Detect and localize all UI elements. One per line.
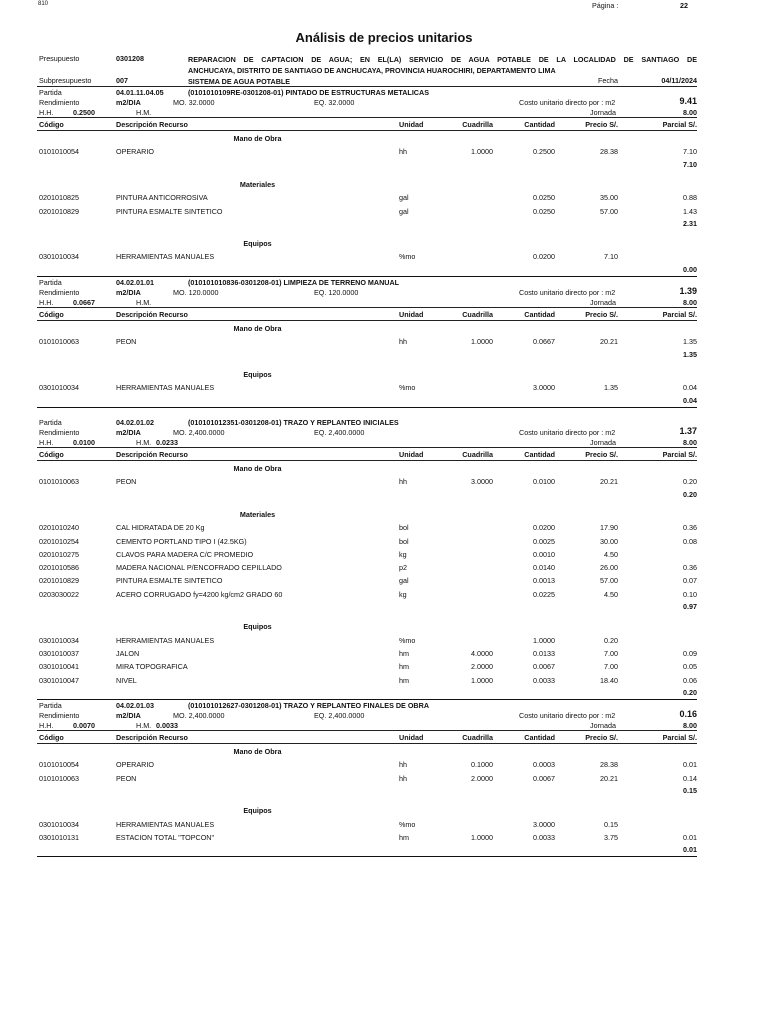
hh-value: 0.2500	[73, 108, 95, 117]
resource-code: 0201010825	[39, 193, 79, 203]
project-line-2: ANCHUCAYA, DISTRITO DE SANTIAGO DE ANCHUCAYA, PROVINCIA HUAROCHIRI, DEPARTAMENTO LIMA	[188, 66, 556, 75]
resource-precio: 7.00	[604, 648, 618, 658]
page-label: Página :	[592, 1, 619, 10]
hm-value: 0.0233	[156, 438, 178, 447]
rendimiento-mo: MO. 120.0000	[173, 288, 219, 297]
rendimiento-eq: EQ. 120.0000	[314, 288, 359, 297]
costo-unitario-value: 0.16	[679, 709, 697, 719]
column-header-divider	[37, 460, 697, 461]
resource-code: 0201010240	[39, 523, 79, 533]
resource-unit: hh	[399, 337, 407, 347]
jornada-value: 8.00	[683, 438, 697, 447]
costo-unitario-label: Costo unitario directo por : m2	[519, 711, 616, 720]
col-cuadrilla: Cuadrilla	[462, 310, 493, 319]
partida-divider	[37, 447, 697, 448]
resource-code: 0201010254	[39, 536, 79, 546]
hm-label: H.M.	[136, 298, 152, 307]
resource-description: ACERO CORRUGADO fy=4200 kg/cm2 GRADO 60	[116, 589, 283, 599]
resource-cuadrilla: 1.0000	[471, 675, 493, 685]
hh-label: H.H.	[39, 438, 54, 447]
resource-cantidad: 3.0000	[533, 819, 555, 829]
resource-unit: hh	[399, 760, 407, 770]
resource-parcial: 0.01	[683, 832, 697, 842]
resource-description: CLAVOS PARA MADERA C/C PROMEDIO	[116, 549, 254, 559]
resource-cuadrilla: 4.0000	[471, 648, 493, 658]
hm-label: H.M.	[136, 438, 152, 447]
page-title: Análisis de precios unitarios	[295, 30, 473, 45]
page-number: 22	[680, 1, 688, 10]
rendimiento-mo: MO. 2,400.0000	[173, 711, 225, 720]
resource-precio: 20.21	[600, 773, 618, 783]
costo-unitario-value: 9.41	[679, 96, 697, 106]
resource-description: PEON	[116, 773, 137, 783]
col-parcial: Parcial S/.	[662, 733, 697, 742]
resource-description: NIVEL	[116, 675, 137, 685]
resource-description: MIRA TOPOGRAFICA	[116, 662, 188, 672]
resource-description: CEMENTO PORTLAND TIPO I (42.5KG)	[116, 536, 247, 546]
rendimiento-unit: m2/DIA	[116, 711, 141, 720]
resource-code: 0301010034	[39, 635, 79, 645]
resource-cantidad: 0.0250	[533, 206, 555, 216]
resource-cuadrilla: 1.0000	[471, 832, 493, 842]
resource-code: 0101010063	[39, 337, 79, 347]
resource-unit: hm	[399, 648, 409, 658]
col-codigo: Código	[39, 733, 64, 742]
group-title: Equipos	[243, 806, 272, 816]
resource-description: HERRAMIENTAS MANUALES	[116, 819, 215, 829]
resource-parcial: 0.10	[683, 589, 697, 599]
partida-description: (010101012351-0301208-01) TRAZO Y REPLANTEO INICIALES	[188, 418, 399, 427]
jornada-value: 8.00	[683, 108, 697, 117]
col-descripcion: Descripción Recurso	[116, 450, 188, 459]
resource-parcial: 0.09	[683, 648, 697, 658]
resource-cantidad: 0.0133	[533, 648, 555, 658]
resource-cantidad: 0.0025	[533, 536, 555, 546]
resource-cantidad: 0.0200	[533, 252, 555, 262]
resource-unit: bol	[399, 536, 409, 546]
resource-cantidad: 1.0000	[533, 635, 555, 645]
resource-description: JALON	[116, 648, 140, 658]
resource-precio: 1.35	[604, 383, 618, 393]
col-precio: Precio S/.	[585, 450, 618, 459]
group-title: Mano de Obra	[233, 747, 282, 756]
partida-description: (0101010109RE-0301208-01) PINTADO DE ESTRUCTURAS METALICAS	[188, 88, 429, 97]
resource-code: 0201010586	[39, 563, 79, 573]
resource-cantidad: 0.0225	[533, 589, 555, 599]
resource-precio: 4.50	[604, 549, 618, 559]
resource-code: 0301010034	[39, 383, 79, 393]
partida-code: 04.02.01.01	[116, 278, 154, 287]
resource-code: 0201010829	[39, 576, 79, 586]
resource-parcial: 7.10	[683, 147, 697, 157]
hh-value: 0.0667	[73, 298, 95, 307]
resource-description: CAL HIDRATADA DE 20 Kg	[116, 523, 205, 533]
rendimiento-label: Rendimiento	[39, 288, 80, 297]
group-subtotal: 2.31	[683, 218, 697, 228]
partida-divider	[37, 307, 697, 308]
hm-value: 0.0033	[156, 721, 178, 730]
resource-cantidad: 0.0067	[533, 773, 555, 783]
partida-code: 04.02.01.02	[116, 418, 154, 427]
rendimiento-unit: m2/DIA	[116, 98, 141, 107]
partida-description: (010101012627-0301208-01) TRAZO Y REPLANTEO FINALES DE OBRA	[188, 701, 430, 710]
resource-unit: hh	[399, 477, 407, 487]
resource-unit: hm	[399, 832, 409, 842]
resource-code: 0301010034	[39, 252, 79, 262]
resource-cuadrilla: 2.0000	[471, 773, 493, 783]
subpresupuesto-label: Subpresupuesto	[39, 76, 92, 85]
resource-precio: 57.00	[600, 576, 618, 586]
resource-precio: 28.38	[600, 760, 618, 770]
resource-cantidad: 0.0033	[533, 675, 555, 685]
group-subtotal: 0.01	[683, 845, 697, 855]
resource-cantidad: 0.0013	[533, 576, 555, 586]
resource-precio: 0.20	[604, 635, 618, 645]
col-descripcion: Descripción Recurso	[116, 733, 188, 742]
resource-precio: 57.00	[600, 206, 618, 216]
group-title: Equipos	[243, 239, 272, 249]
resource-description: OPERARIO	[116, 760, 154, 770]
resource-precio: 20.21	[600, 477, 618, 487]
col-parcial: Parcial S/.	[662, 310, 697, 319]
rendimiento-mo: MO. 32.0000	[173, 98, 215, 107]
rendimiento-unit: m2/DIA	[116, 288, 141, 297]
rendimiento-label: Rendimiento	[39, 711, 80, 720]
jornada-label: Jornada	[590, 298, 616, 307]
resource-precio: 35.00	[600, 193, 618, 203]
group-title: Equipos	[243, 622, 272, 632]
resource-description: PEON	[116, 477, 137, 487]
resource-parcial: 0.20	[683, 477, 697, 487]
resource-precio: 7.10	[604, 252, 618, 262]
resource-parcial: 0.01	[683, 760, 697, 770]
column-header-divider	[37, 130, 697, 131]
resource-code: 0301010131	[39, 832, 79, 842]
resource-code: 0203030022	[39, 589, 79, 599]
hh-label: H.H.	[39, 108, 54, 117]
resource-code: 0101010063	[39, 477, 79, 487]
project-description	[188, 54, 697, 87]
resource-parcial: 0.36	[683, 563, 697, 573]
group-title: Materiales	[239, 509, 276, 519]
rendimiento-eq: EQ. 2,400.0000	[314, 428, 365, 437]
col-descripcion: Descripción Recurso	[116, 310, 188, 319]
resource-cuadrilla: 1.0000	[471, 147, 493, 157]
resource-description: PEON	[116, 337, 137, 347]
group-subtotal: 0.20	[683, 489, 697, 499]
resource-unit: kg	[399, 589, 407, 599]
group-subtotal: 0.15	[683, 785, 697, 795]
resource-cantidad: 0.2500	[533, 147, 555, 157]
resource-unit: gal	[399, 206, 409, 216]
partida-end-divider	[37, 699, 697, 700]
col-cantidad: Cantidad	[524, 310, 555, 319]
rendimiento-label: Rendimiento	[39, 428, 80, 437]
group-subtotal: 0.00	[683, 264, 697, 274]
col-cuadrilla: Cuadrilla	[462, 450, 493, 459]
header-divider	[37, 86, 697, 87]
resource-description: HERRAMIENTAS MANUALES	[116, 252, 215, 262]
group-title: Mano de Obra	[233, 134, 282, 143]
resource-code: 0201010829	[39, 206, 79, 216]
resource-code: 0201010275	[39, 549, 79, 559]
resource-description: OPERARIO	[116, 147, 154, 157]
col-cuadrilla: Cuadrilla	[462, 733, 493, 742]
partida-divider	[37, 117, 697, 118]
resource-code: 0301010047	[39, 675, 79, 685]
resource-precio: 4.50	[604, 589, 618, 599]
col-cantidad: Cantidad	[524, 120, 555, 129]
resource-unit: p2	[399, 563, 407, 573]
group-subtotal: 0.20	[683, 687, 697, 697]
col-precio: Precio S/.	[585, 733, 618, 742]
resource-cantidad: 0.0067	[533, 662, 555, 672]
resource-unit: hh	[399, 147, 407, 157]
col-cantidad: Cantidad	[524, 450, 555, 459]
resource-parcial: 0.04	[683, 383, 697, 393]
costo-unitario-value: 1.37	[679, 426, 697, 436]
resource-code: 0101010063	[39, 773, 79, 783]
resource-code: 0301010034	[39, 819, 79, 829]
resource-description: PINTURA ANTICORROSIVA	[116, 193, 208, 203]
resource-parcial: 0.88	[683, 193, 697, 203]
resource-description: HERRAMIENTAS MANUALES	[116, 635, 215, 645]
resource-precio: 17.90	[600, 523, 618, 533]
resource-cuadrilla: 2.0000	[471, 662, 493, 672]
resource-precio: 26.00	[600, 563, 618, 573]
resource-unit: hh	[399, 773, 407, 783]
resource-parcial: 0.36	[683, 523, 697, 533]
resource-cuadrilla: 1.0000	[471, 337, 493, 347]
hh-label: H.H.	[39, 721, 54, 730]
presupuesto-label: Presupuesto	[39, 54, 80, 63]
partida-code: 04.01.11.04.05	[116, 88, 164, 97]
resource-code: 0101010054	[39, 760, 79, 770]
resource-parcial: 1.43	[683, 206, 697, 216]
resource-parcial: 1.35	[683, 337, 697, 347]
resource-cantidad: 0.0033	[533, 832, 555, 842]
resource-cuadrilla: 0.1000	[471, 760, 493, 770]
resource-unit: %mo	[399, 635, 416, 645]
column-header-divider	[37, 320, 697, 321]
resource-parcial: 0.07	[683, 576, 697, 586]
col-codigo: Código	[39, 120, 64, 129]
group-subtotal: 7.10	[683, 159, 697, 169]
subpresupuesto-code: 007	[116, 76, 128, 85]
rendimiento-label: Rendimiento	[39, 98, 80, 107]
partida-label: Partida	[39, 701, 62, 710]
resource-parcial: 0.06	[683, 675, 697, 685]
col-codigo: Código	[39, 450, 64, 459]
project-line-1: REPARACION DE CAPTACION DE AGUA; EN EL(LA) SERVICIO DE AGUA POTABLE DE LA LOCALIDAD DE SANTIAGO DE	[188, 55, 697, 64]
partida-code: 04.02.01.03	[116, 701, 154, 710]
resource-precio: 28.38	[600, 147, 618, 157]
partida-label: Partida	[39, 278, 62, 287]
resource-code: 0301010037	[39, 648, 79, 658]
partida-end-divider	[37, 276, 697, 277]
resource-unit: gal	[399, 576, 409, 586]
col-unidad: Unidad	[399, 450, 424, 459]
resource-cantidad: 0.0100	[533, 477, 555, 487]
resource-parcial: 0.14	[683, 773, 697, 783]
hm-label: H.M.	[136, 721, 152, 730]
hh-value: 0.0070	[73, 721, 95, 730]
col-cantidad: Cantidad	[524, 733, 555, 742]
jornada-label: Jornada	[590, 721, 616, 730]
resource-description: PINTURA ESMALTE SINTETICO	[116, 206, 223, 216]
group-title: Mano de Obra	[233, 464, 282, 473]
project-line-3: SISTEMA DE AGUA POTABLE	[188, 77, 291, 86]
hh-value: 0.0100	[73, 438, 95, 447]
col-unidad: Unidad	[399, 120, 424, 129]
costo-unitario-value: 1.39	[679, 286, 697, 296]
resource-cantidad: 3.0000	[533, 383, 555, 393]
resource-code: 0301010041	[39, 662, 79, 672]
partida-end-divider	[37, 856, 697, 857]
resource-unit: hm	[399, 675, 409, 685]
costo-unitario-label: Costo unitario directo por : m2	[519, 288, 616, 297]
group-subtotal: 1.35	[683, 349, 697, 359]
group-title: Equipos	[243, 369, 272, 379]
resource-cuadrilla: 3.0000	[471, 477, 493, 487]
presupuesto-code: 0301208	[116, 54, 144, 63]
col-precio: Precio S/.	[585, 120, 618, 129]
group-subtotal: 0.97	[683, 602, 697, 611]
resource-cantidad: 0.0667	[533, 337, 555, 347]
partida-label: Partida	[39, 418, 62, 427]
column-header-divider	[37, 743, 697, 744]
resource-description: MADERA NACIONAL P/ENCOFRADO CEPILLADO	[116, 563, 282, 573]
resource-precio: 7.00	[604, 662, 618, 672]
resource-cantidad: 0.0250	[533, 193, 555, 203]
jornada-label: Jornada	[590, 438, 616, 447]
resource-description: HERRAMIENTAS MANUALES	[116, 383, 215, 393]
jornada-label: Jornada	[590, 108, 616, 117]
rendimiento-eq: EQ. 32.0000	[314, 98, 355, 107]
jornada-value: 8.00	[683, 298, 697, 307]
col-descripcion: Descripción Recurso	[116, 120, 188, 129]
report-code: 810	[38, 1, 49, 7]
resource-precio: 0.15	[604, 819, 618, 829]
col-precio: Precio S/.	[585, 310, 618, 319]
resource-unit: gal	[399, 193, 409, 203]
resource-cantidad: 0.0010	[533, 549, 555, 559]
rendimiento-unit: m2/DIA	[116, 428, 141, 437]
fecha-label: Fecha	[598, 76, 618, 85]
resource-unit: %mo	[399, 819, 416, 829]
rendimiento-eq: EQ. 2,400.0000	[314, 711, 365, 720]
hh-label: H.H.	[39, 298, 54, 307]
col-codigo: Código	[39, 310, 64, 319]
group-title: Mano de Obra	[233, 324, 282, 333]
group-title: Materiales	[239, 179, 276, 189]
resource-description: ESTACION TOTAL "TOPCON"	[116, 832, 215, 842]
resource-code: 0101010054	[39, 147, 79, 157]
costo-unitario-label: Costo unitario directo por : m2	[519, 428, 616, 437]
group-subtotal: 0.04	[683, 395, 697, 405]
resource-unit: bol	[399, 523, 409, 533]
resource-unit: hm	[399, 662, 409, 672]
col-parcial: Parcial S/.	[662, 450, 697, 459]
resource-precio: 20.21	[600, 337, 618, 347]
jornada-value: 8.00	[683, 721, 697, 730]
partida-description: (010101010836-0301208-01) LIMPIEZA DE TERRENO MANUAL	[188, 278, 400, 287]
resource-cantidad: 0.0200	[533, 523, 555, 533]
col-unidad: Unidad	[399, 733, 424, 742]
resource-unit: kg	[399, 549, 407, 559]
partida-end-divider	[37, 407, 697, 408]
col-cuadrilla: Cuadrilla	[462, 120, 493, 129]
resource-precio: 30.00	[600, 536, 618, 546]
resource-unit: %mo	[399, 383, 416, 393]
resource-cantidad: 0.0003	[533, 760, 555, 770]
resource-parcial: 0.08	[683, 536, 697, 546]
resource-precio: 18.40	[600, 675, 618, 685]
resource-unit: %mo	[399, 252, 416, 262]
fecha-value: 04/11/2024	[661, 76, 697, 85]
partida-label: Partida	[39, 88, 62, 97]
rendimiento-mo: MO. 2,400.0000	[173, 428, 225, 437]
resource-description: PINTURA ESMALTE SINTETICO	[116, 576, 223, 586]
hm-label: H.M.	[136, 108, 152, 117]
col-parcial: Parcial S/.	[662, 120, 697, 129]
costo-unitario-label: Costo unitario directo por : m2	[519, 98, 616, 107]
resource-parcial: 0.05	[683, 662, 697, 672]
resource-precio: 3.75	[604, 832, 618, 842]
col-unidad: Unidad	[399, 310, 424, 319]
partida-divider	[37, 730, 697, 731]
resource-cantidad: 0.0140	[533, 563, 555, 573]
